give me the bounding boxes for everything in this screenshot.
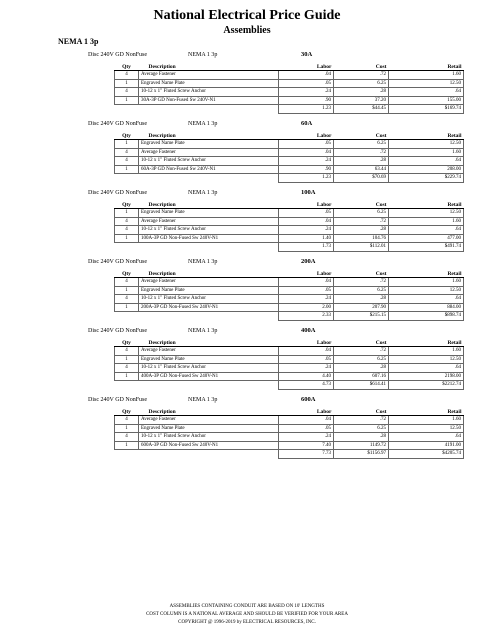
qty-cell: 4 <box>115 217 139 226</box>
assembly-section <box>88 394 463 459</box>
description-cell: 200A-3P GD Non-Fused Sw 240V-N1 <box>139 303 279 312</box>
assembly-heading <box>88 325 463 337</box>
qty-cell: 1 <box>115 303 139 312</box>
assembly-heading <box>88 118 463 130</box>
qty-header: Qty <box>115 337 139 347</box>
table-header-row <box>115 199 464 209</box>
description-header: Description <box>139 268 279 278</box>
table-row <box>115 372 464 381</box>
qty-cell: 1 <box>115 424 139 433</box>
category-label: NEMA 1 3p <box>58 37 99 46</box>
table-row <box>115 96 464 105</box>
totals-row <box>115 174 464 183</box>
assembly-type: NEMA 1 3p <box>188 259 218 265</box>
retail-cell: 1.60 <box>389 71 464 80</box>
cost-cell: 607.16 <box>334 372 389 381</box>
assembly-section <box>88 325 463 390</box>
assembly-heading <box>88 49 463 61</box>
total-retail-cell: $4205.74 <box>389 450 464 459</box>
qty-cell: 4 <box>115 157 139 166</box>
table-row <box>115 165 464 174</box>
retail-cell: 2198.00 <box>389 372 464 381</box>
cost-cell: .28 <box>334 433 389 442</box>
table-row <box>115 148 464 157</box>
labor-cell: 1.40 <box>279 234 334 243</box>
retail-cell: 12.50 <box>389 209 464 218</box>
retail-cell: 208.00 <box>389 165 464 174</box>
table-row <box>115 140 464 149</box>
description-header: Description <box>139 337 279 347</box>
labor-cell: .24 <box>279 226 334 235</box>
cost-cell: .28 <box>334 88 389 97</box>
totals-spacer <box>139 381 279 390</box>
cost-cell: .28 <box>334 157 389 166</box>
cost-cell: .72 <box>334 347 389 356</box>
table-row <box>115 209 464 218</box>
retail-cell: 1.60 <box>389 278 464 287</box>
retail-cell: 884.00 <box>389 303 464 312</box>
description-cell: Average Fastener <box>139 347 279 356</box>
assembly-size: 30A <box>301 51 313 58</box>
table-row <box>115 88 464 97</box>
retail-cell: 155.00 <box>389 96 464 105</box>
qty-cell: 4 <box>115 347 139 356</box>
cost-header: Cost <box>334 130 389 140</box>
description-cell: 10-12 x 1" Fluted Screw Anchor <box>139 88 279 97</box>
totals-spacer <box>139 174 279 183</box>
description-cell: Average Fastener <box>139 148 279 157</box>
retail-cell: 477.00 <box>389 234 464 243</box>
labor-cell: .04 <box>279 71 334 80</box>
description-cell: Engraved Name Plate <box>139 286 279 295</box>
labor-cell: .04 <box>279 278 334 287</box>
cost-cell: 6.25 <box>334 79 389 88</box>
assembly-size: 400A <box>301 327 316 334</box>
total-retail-cell: $491.74 <box>389 243 464 252</box>
labor-cell: .04 <box>279 347 334 356</box>
total-cost-cell: $614.41 <box>334 381 389 390</box>
retail-cell: 1.60 <box>389 347 464 356</box>
qty-cell: 1 <box>115 96 139 105</box>
total-retail-cell: $169.74 <box>389 105 464 114</box>
description-cell: 100A-3P GD Non-Fused Sw 240V-N1 <box>139 234 279 243</box>
description-cell: Engraved Name Plate <box>139 209 279 218</box>
qty-header: Qty <box>115 61 139 71</box>
labor-cell: .24 <box>279 433 334 442</box>
total-labor-cell: 7.73 <box>279 450 334 459</box>
qty-cell: 1 <box>115 234 139 243</box>
total-retail-cell: $229.74 <box>389 174 464 183</box>
qty-cell: 4 <box>115 278 139 287</box>
totals-row <box>115 105 464 114</box>
cost-cell: 104.76 <box>334 234 389 243</box>
cost-cell: 63.44 <box>334 165 389 174</box>
cost-cell: .72 <box>334 217 389 226</box>
description-cell: Average Fastener <box>139 278 279 287</box>
retail-cell: 1.60 <box>389 148 464 157</box>
table-row <box>115 364 464 373</box>
totals-row <box>115 312 464 321</box>
labor-cell: .90 <box>279 165 334 174</box>
assembly-table <box>114 337 464 390</box>
cost-cell: 6.25 <box>334 286 389 295</box>
retail-header: Retail <box>389 199 464 209</box>
total-labor-cell: 2.33 <box>279 312 334 321</box>
total-labor-cell: 1.23 <box>279 105 334 114</box>
retail-cell: 12.50 <box>389 355 464 364</box>
table-row <box>115 234 464 243</box>
assembly-name: Disc 240V GD NonFuse <box>88 397 148 403</box>
description-cell: Average Fastener <box>139 416 279 425</box>
total-cost-cell: $215.15 <box>334 312 389 321</box>
cost-cell: 6.25 <box>334 424 389 433</box>
assembly-size: 600A <box>301 396 316 403</box>
cost-cell: 207.90 <box>334 303 389 312</box>
description-cell: 400A-3P GD Non-Fused Sw 240V-N1 <box>139 372 279 381</box>
description-cell: 30A-3P GD Non-Fused Sw 240V-N1 <box>139 96 279 105</box>
table-row <box>115 71 464 80</box>
retail-cell: 12.50 <box>389 140 464 149</box>
qty-header: Qty <box>115 268 139 278</box>
total-retail-cell: $898.74 <box>389 312 464 321</box>
description-cell: Engraved Name Plate <box>139 79 279 88</box>
table-row <box>115 303 464 312</box>
description-cell: 10-12 x 1" Fluted Screw Anchor <box>139 433 279 442</box>
table-row <box>115 424 464 433</box>
labor-cell: .24 <box>279 157 334 166</box>
description-cell: Engraved Name Plate <box>139 355 279 364</box>
footer-line-cost-note: COST COLUMN IS A NATIONAL AVERAGE AND SHOULD BE VERIFIED FOR YOUR AREA <box>146 612 348 617</box>
table-header-row <box>115 61 464 71</box>
assembly-name: Disc 240V GD NonFuse <box>88 52 148 58</box>
table-row <box>115 347 464 356</box>
assembly-type: NEMA 1 3p <box>188 397 218 403</box>
assembly-section <box>88 187 463 252</box>
labor-cell: .05 <box>279 355 334 364</box>
assembly-type: NEMA 1 3p <box>188 121 218 127</box>
totals-spacer <box>115 381 139 390</box>
totals-row <box>115 381 464 390</box>
assembly-name: Disc 240V GD NonFuse <box>88 190 148 196</box>
description-cell: Engraved Name Plate <box>139 424 279 433</box>
assembly-section <box>88 49 463 114</box>
qty-header: Qty <box>115 199 139 209</box>
table-row <box>115 157 464 166</box>
labor-header: Labor <box>279 130 334 140</box>
cost-cell: 6.25 <box>334 209 389 218</box>
assembly-size: 200A <box>301 258 316 265</box>
cost-cell: .72 <box>334 416 389 425</box>
assembly-section <box>88 118 463 183</box>
qty-cell: 1 <box>115 355 139 364</box>
labor-cell: .04 <box>279 416 334 425</box>
labor-header: Labor <box>279 337 334 347</box>
labor-header: Labor <box>279 406 334 416</box>
description-cell: Engraved Name Plate <box>139 140 279 149</box>
qty-header: Qty <box>115 406 139 416</box>
retail-cell: 12.50 <box>389 79 464 88</box>
assembly-table <box>114 199 464 252</box>
retail-header: Retail <box>389 268 464 278</box>
table-row <box>115 217 464 226</box>
totals-spacer <box>139 243 279 252</box>
description-cell: 10-12 x 1" Fluted Screw Anchor <box>139 364 279 373</box>
cost-cell: .28 <box>334 226 389 235</box>
total-cost-cell: $112.01 <box>334 243 389 252</box>
qty-cell: 1 <box>115 165 139 174</box>
assembly-name: Disc 240V GD NonFuse <box>88 121 148 127</box>
labor-cell: .24 <box>279 88 334 97</box>
total-labor-cell: 4.73 <box>279 381 334 390</box>
table-header-row <box>115 337 464 347</box>
totals-row <box>115 450 464 459</box>
qty-cell: 1 <box>115 286 139 295</box>
table-row <box>115 433 464 442</box>
assembly-type: NEMA 1 3p <box>188 190 218 196</box>
retail-cell: .64 <box>389 88 464 97</box>
labor-cell: .05 <box>279 140 334 149</box>
qty-cell: 1 <box>115 79 139 88</box>
retail-cell: .64 <box>389 226 464 235</box>
assembly-table <box>114 406 464 459</box>
assembly-heading <box>88 256 463 268</box>
qty-cell: 1 <box>115 140 139 149</box>
assembly-type: NEMA 1 3p <box>188 328 218 334</box>
cost-header: Cost <box>334 337 389 347</box>
assembly-section <box>88 256 463 321</box>
qty-cell: 1 <box>115 372 139 381</box>
footer-line-copyright: COPYRIGHT @ 1996-2019 by ELECTRICAL RESOURCES, INC. <box>178 620 316 625</box>
cost-cell: .72 <box>334 278 389 287</box>
assembly-type: NEMA 1 3p <box>188 52 218 58</box>
table-row <box>115 441 464 450</box>
total-cost-cell: $70.69 <box>334 174 389 183</box>
totals-spacer <box>115 105 139 114</box>
retail-cell: 12.50 <box>389 286 464 295</box>
assembly-size: 100A <box>301 189 316 196</box>
retail-cell: 1.60 <box>389 416 464 425</box>
table-row <box>115 286 464 295</box>
footer-line-conduit: ASSEMBLIES CONTAINING CONDUIT ARE BASED ON 10' LENGTHS <box>169 604 325 609</box>
description-header: Description <box>139 130 279 140</box>
labor-cell: .90 <box>279 96 334 105</box>
total-labor-cell: 1.73 <box>279 243 334 252</box>
cost-cell: 1149.72 <box>334 441 389 450</box>
table-row <box>115 355 464 364</box>
retail-header: Retail <box>389 130 464 140</box>
cost-header: Cost <box>334 406 389 416</box>
labor-cell: .05 <box>279 424 334 433</box>
footer <box>0 603 494 627</box>
assembly-table <box>114 268 464 321</box>
table-row <box>115 278 464 287</box>
cost-cell: 37.20 <box>334 96 389 105</box>
labor-cell: .24 <box>279 364 334 373</box>
qty-header: Qty <box>115 130 139 140</box>
description-cell: Average Fastener <box>139 217 279 226</box>
cost-cell: .28 <box>334 364 389 373</box>
cost-header: Cost <box>334 268 389 278</box>
description-header: Description <box>139 61 279 71</box>
labor-header: Labor <box>279 199 334 209</box>
qty-cell: 4 <box>115 364 139 373</box>
table-row <box>115 295 464 304</box>
description-cell: 10-12 x 1" Fluted Screw Anchor <box>139 226 279 235</box>
qty-cell: 1 <box>115 441 139 450</box>
labor-header: Labor <box>279 61 334 71</box>
labor-cell: .05 <box>279 79 334 88</box>
assembly-name: Disc 240V GD NonFuse <box>88 259 148 265</box>
totals-spacer <box>115 312 139 321</box>
assembly-name: Disc 240V GD NonFuse <box>88 328 148 334</box>
totals-spacer <box>139 312 279 321</box>
table-header-row <box>115 406 464 416</box>
labor-cell: .24 <box>279 295 334 304</box>
table-row <box>115 226 464 235</box>
cost-header: Cost <box>334 199 389 209</box>
labor-cell: .04 <box>279 148 334 157</box>
qty-cell: 4 <box>115 416 139 425</box>
retail-header: Retail <box>389 406 464 416</box>
qty-cell: 4 <box>115 88 139 97</box>
retail-cell: .64 <box>389 157 464 166</box>
description-header: Description <box>139 199 279 209</box>
table-header-row <box>115 130 464 140</box>
retail-cell: 4191.00 <box>389 441 464 450</box>
totals-spacer <box>115 450 139 459</box>
description-header: Description <box>139 406 279 416</box>
total-labor-cell: 1.23 <box>279 174 334 183</box>
page-title: National Electrical Price Guide <box>153 8 341 23</box>
retail-header: Retail <box>389 61 464 71</box>
retail-cell: .64 <box>389 364 464 373</box>
assembly-table <box>114 61 464 114</box>
qty-cell: 4 <box>115 295 139 304</box>
labor-cell: 2.00 <box>279 303 334 312</box>
labor-cell: 4.40 <box>279 372 334 381</box>
retail-cell: .64 <box>389 433 464 442</box>
qty-cell: 4 <box>115 226 139 235</box>
description-cell: 10-12 x 1" Fluted Screw Anchor <box>139 295 279 304</box>
totals-spacer <box>115 174 139 183</box>
totals-spacer <box>139 105 279 114</box>
labor-cell: .04 <box>279 217 334 226</box>
total-cost-cell: $44.45 <box>334 105 389 114</box>
totals-row <box>115 243 464 252</box>
assembly-size: 60A <box>301 120 313 127</box>
qty-cell: 4 <box>115 433 139 442</box>
page-subtitle: Assemblies <box>223 25 271 36</box>
description-cell: 600A-3P GD Non-Fused Sw 240V-N1 <box>139 441 279 450</box>
cost-cell: .72 <box>334 71 389 80</box>
retail-cell: 12.50 <box>389 424 464 433</box>
table-row <box>115 416 464 425</box>
cost-header: Cost <box>334 61 389 71</box>
labor-cell: .05 <box>279 286 334 295</box>
retail-cell: .64 <box>389 295 464 304</box>
assembly-table <box>114 130 464 183</box>
assembly-heading <box>88 394 463 406</box>
retail-cell: 1.60 <box>389 217 464 226</box>
qty-cell: 4 <box>115 148 139 157</box>
description-cell: Average Fastener <box>139 71 279 80</box>
cost-cell: .28 <box>334 295 389 304</box>
qty-cell: 1 <box>115 209 139 218</box>
qty-cell: 4 <box>115 71 139 80</box>
assembly-heading <box>88 187 463 199</box>
total-cost-cell: $1156.97 <box>334 450 389 459</box>
cost-cell: 6.25 <box>334 140 389 149</box>
labor-header: Labor <box>279 268 334 278</box>
totals-spacer <box>115 243 139 252</box>
cost-cell: .72 <box>334 148 389 157</box>
retail-header: Retail <box>389 337 464 347</box>
totals-spacer <box>139 450 279 459</box>
table-header-row <box>115 268 464 278</box>
description-cell: 10-12 x 1" Fluted Screw Anchor <box>139 157 279 166</box>
cost-cell: 6.25 <box>334 355 389 364</box>
labor-cell: .05 <box>279 209 334 218</box>
table-row <box>115 79 464 88</box>
description-cell: 60A-3P GD Non-Fused Sw 240V-N1 <box>139 165 279 174</box>
labor-cell: 7.40 <box>279 441 334 450</box>
total-retail-cell: $2212.74 <box>389 381 464 390</box>
